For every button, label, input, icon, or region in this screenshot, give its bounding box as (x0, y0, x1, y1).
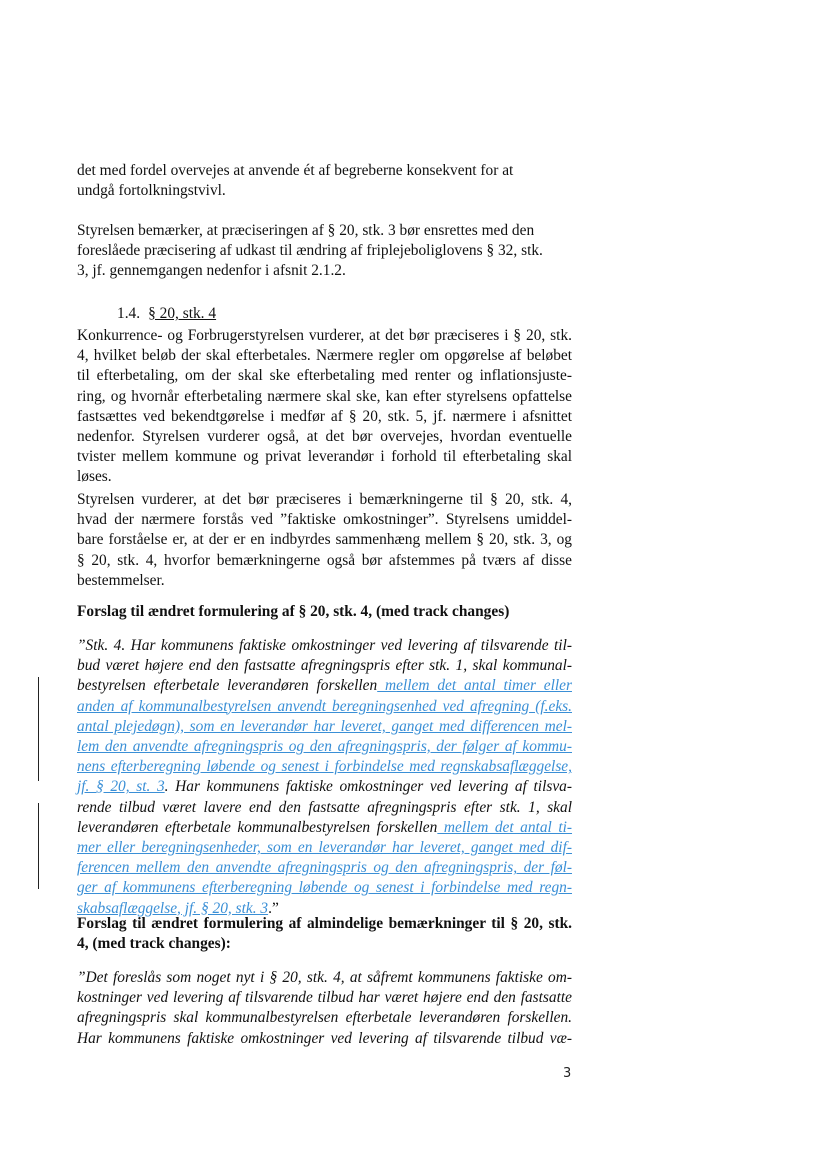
tracked-insertion: anden af kommunalbestyrelsen anvendt beregningsenhed ved afregning (f.eks. (77, 697, 572, 715)
tracked-insertion: mellem det antal ti- (437, 818, 573, 836)
tracked-insertion: skabsaflæggelse, jf. § 20, stk. 3 (77, 899, 269, 917)
paragraph-vurderer: Konkurrence- og Forbrugerstyrelsen vurderer, at det bør præciseres i § 20, stk. 4, hvilket beløb der skal efterbetales. Nærmere regler om opgørelse af beløbet til efterbetaling, om der skal ske efterbetaling med renter og inflationsjuste- ring, og hvornår efterbetaling nærmere skal ske, kan efter styrelsens opfattelse fastsættes ved bekendtgørelse i medfør af § 20, stk. 5, jf. nærmere i afsnittet nedenfor. Styrelsen vurderer også, at det bør overvejes, hvordan eventuelle tvister mellem kommune og privat leverandør i forhold til efterbetaling skal løses. (77, 327, 572, 486)
heading-track-changes-1: Forslag til ændret formulering af § 20, stk. 4, (med track changes) (77, 603, 510, 620)
tracked-insertion: nens efterberegning løbende og senest i forbindelse med regnskabsaflæggelse, (77, 758, 572, 776)
tracked-insertion: antal plejedøgn), som en leverandør har leveret, ganget med differencen mel- (77, 717, 572, 735)
quote-bemaerkninger: ”Det foreslås som noget nyt i § 20, stk. 4, at såfremt kommunens faktiske om- kostninger ved levering af tilsvarende tilbud har været højere end den fastsatte afregningspris skal kommunalbestyrelsen efterbetale leverandøren forskellen. Har kommunens faktiske omkostninger ved levering af tilsvarende tilbud væ- (77, 969, 572, 1047)
paragraph-fortolkning: det med fordel overvejes at anvende ét af begreberne konsekvent for at undgå fortolkningstvivl. (77, 162, 514, 200)
tracked-insertion: mer eller beregningsenheder, som en leverandør har leveret, ganget med dif- (77, 839, 572, 857)
tracked-insertion: ger af kommunens efterberegning løbende og senest i forbindelse med regn- (77, 879, 572, 897)
section-heading (117, 305, 216, 323)
change-bar (38, 677, 39, 781)
tracked-insertion: jf. § 20, st. 3 (77, 778, 165, 796)
change-bar (38, 803, 39, 889)
paragraph-ensrettes: Styrelsen bemærker, at præciseringen af § 20, stk. 3 bør ensrettes med den foreslåede præcisering af udkast til ændring af friplejeboliglovens § 32, stk. 3, jf. gennemgangen nedenfor i afsnit 2.1.2. (77, 222, 543, 280)
paragraph-faktiske-omkostninger: Styrelsen vurderer, at det bør præciseres i bemærkningerne til § 20, stk. 4, hvad der nærmere forstås ved ”faktiske omkostninger”. Styrelsens umiddel- bare forståelse er, at der er en indbyrdes sammenhæng mellem § 20, stk. 3, og § 20, stk. 4, hvorfor bemærkningerne også bør afstemmes på tværs af disse bestemmelser. (77, 491, 572, 589)
quote-stk4: ”Stk. 4. Har kommunens faktiske omkostninger ved levering af tilsvarende til- bud været højere end den fastsatte afregningspris efter stk. 1, skal kommunal- bestyrelsen efterbetale leverandøren forskellen mellem det antal timer eller anden af kommunalbestyrelsen anvendt beregningsenhed ved afregning (f.eks. antal plejedøgn), som en leverandør har leveret, ganget med differencen mel- lem den anvendte afregningspris og den afregningspris, der følger af kommu- nens efterberegning løbende og senest i forbindelse med regnskabsaflæggelse, jf. § 20, st. 3. Har kommunens faktiske omkostninger ved levering af tilsva- rende tilbud været lavere end den fastsatte afregningspris efter stk. 1, skal leverandøren efterbetale kommunalbestyrelsen forskellen mellem det antal ti- mer eller beregningsenheder, som en leverandør har leveret, ganget med dif- ferencen mellem den anvendte afregningspris og den afregningspris, der føl- ger af kommunens efterberegning løbende og senest i forbindelse med regn- skabsaflæggelse, jf. § 20, stk. 3.” (77, 637, 573, 917)
section-number: 1.4. (117, 305, 141, 322)
tracked-insertion: lem den anvendte afregningspris og den afregningspris, der følger af kommu- (77, 738, 572, 756)
section-title: § 20, stk. 4 (148, 305, 217, 322)
tracked-insertion: mellem det antal timer eller (377, 677, 572, 695)
page-number: 3 (563, 1066, 572, 1081)
heading-track-changes-2: Forslag til ændret formulering af almindelige bemærkninger til § 20, stk. 4, (med track changes): (77, 915, 572, 953)
tracked-insertion: ferencen mellem den anvendte afregningspris og den afregningspris, der føl- (77, 859, 572, 877)
